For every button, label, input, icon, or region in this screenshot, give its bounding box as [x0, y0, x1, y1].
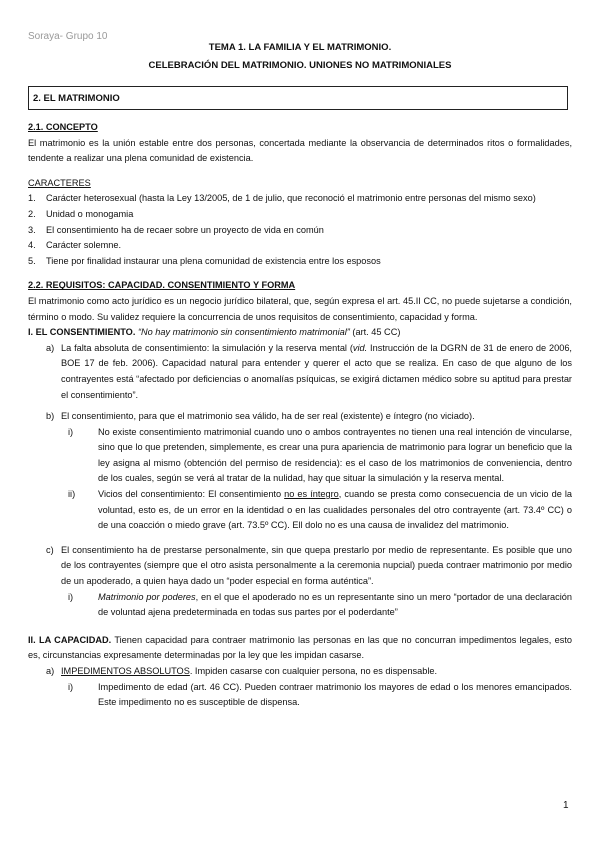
consentimiento-item-b-i: i) No existe consentimiento matrimonial cuando uno o ambos contrayentes no tienen una real intención de vincularse, sino que lo que pretenden, simplemente, es crear una pura apariencia de matrimonio para lograr un beneficio que la ley asigna al mismo (obtención del permiso de residencia): es el caso de los matrimonios de conveniencia, dentro de los cuales, según se verá al tratar de la nulidad, hay que situar la simulación y la reserva mental.	[68, 426, 572, 484]
document-title: TEMA 1. LA FAMILIA Y EL MATRIMONIO.	[208, 42, 392, 53]
consentimiento-item-a: a) La falta absoluta de consentimiento: la simulación y la reserva mental (vid. Instrucción de la DGRN de 31 de enero de 2006, BOE 17 de feb. 2006). Capacidad natural para entender y querer el acto que se realiza. En caso de que alguno de los contrayentes está “afectado por deficiencias o anomalías psíquicas, se exigirá dictamen médico sobre su aptitud para prestar el consentimiento”.	[46, 342, 572, 400]
requisitos-intro: El matrimonio como acto jurídico es un negocio jurídico bilateral, que, según expresa el art. 45.II CC, no puede sujetarse a condición, término o modo. Su validez requiere la concurrencia de unos requisitos de consentimiento, capacidad y forma.	[28, 295, 572, 322]
concepto-text: El matrimonio es la unión estable entre dos personas, concertada mediante la observancia de determinados ritos o formalidades, tendente a realizar una plena comunidad de existencia.	[28, 137, 572, 164]
consentimiento-item-c: c) El consentimiento ha de prestarse personalmente, sin que quepa prestarlo por medio de representante. Es posible que uno de los contrayentes (siempre que el otro asista personalmente a la ceremonia nupcial) pueda contraer matrimonio por medio de un apoderado, a quien haya dado un “poder especial en forma auténtica”.	[46, 544, 572, 587]
concepto-heading: 2.1. CONCEPTO	[28, 122, 98, 132]
consentimiento-item-c-i: i) Matrimonio por poderes, en el que el apoderado no es un representante sino un mero “portador de una declaración de voluntad ajena predeterminada en todas sus partes por el poderdante”	[68, 591, 573, 618]
document-body	[28, 120, 572, 711]
list-item: 1. Carácter heterosexual (hasta la Ley 13/2005, de 1 de julio, que reconoció el matrimonio entre personas del mismo sexo)	[28, 193, 536, 204]
list-item: 3. El consentimiento ha de recaer sobre un proyecto de vida en común	[28, 224, 324, 235]
caracteres-list	[28, 191, 572, 269]
capacidad-item-a: a) IMPEDIMENTOS ABSOLUTOS. Impiden casarse con cualquier persona, no es dispensable.	[46, 666, 438, 676]
section-title: 2. EL MATRIMONIO	[33, 93, 120, 104]
capacidad-paragraph: II. LA CAPACIDAD. Tienen capacidad para contraer matrimonio las personas en las que no concurran impedimentos legales, esto es, circunstancias expresamente determinadas por la ley que les impidan casarse.	[28, 634, 572, 661]
list-item: 5. Tiene por finalidad instaurar una plena comunidad de existencia entre los esposos	[28, 255, 381, 266]
author-header: Soraya- Grupo 10	[28, 31, 108, 42]
consentimiento-item-b-ii: ii) Vicios del consentimiento: El consentimiento no es íntegro, cuando se presta como consecuencia de un vicio de la voluntad, esto es, de un error en la identidad o en las cualidades personales del otro contrayente (art. 73.4º CC) o de una coacción o miedo grave (art. 73.5º CC). Ell dolo no es una causa de invalidez del matrimonio.	[68, 489, 573, 531]
page-number: 1	[563, 800, 569, 811]
requisitos-heading: 2.2. REQUISITOS: CAPACIDAD. CONSENTIMIENTO Y FORMA	[28, 280, 296, 291]
capacidad-item-a-i: i) Impedimento de edad (art. 46 CC). Pueden contraer matrimonio los mayores de edad o los menores emancipados. Este impedimento no es susceptible de dispensa.	[68, 681, 572, 708]
document-subtitle: CELEBRACIÓN DEL MATRIMONIO. UNIONES NO MATRIMONIALES	[148, 60, 452, 71]
caracteres-heading: CARACTERES	[28, 177, 91, 188]
list-item: 2. Unidad o monogamia	[28, 208, 134, 219]
list-item: 4. Carácter solemne.	[28, 240, 122, 251]
section-title-box	[28, 86, 568, 110]
consentimiento-item-b: b) El consentimiento, para que el matrimonio sea válido, ha de ser real (existente) e íntegro (no viciado).	[46, 411, 475, 422]
consentimiento-heading-line: I. EL CONSENTIMIENTO. “No hay matrimonio sin consentimiento matrimonial” (art. 45 CC)	[28, 327, 401, 338]
